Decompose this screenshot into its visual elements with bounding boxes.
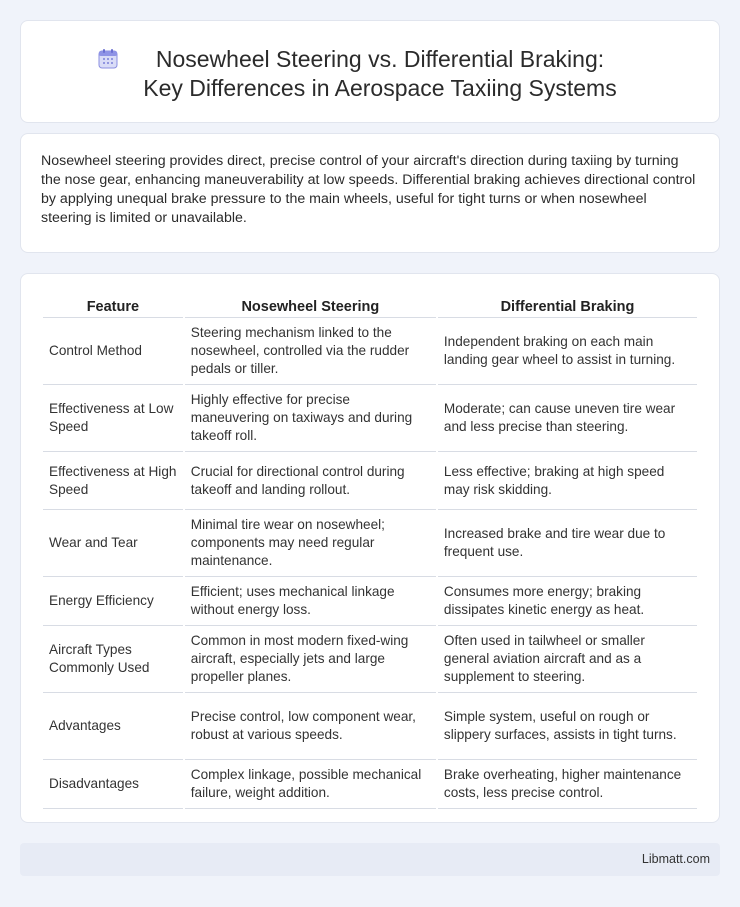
feature-cell: Disadvantages (43, 760, 183, 809)
intro-paragraph: Nosewheel steering provides direct, precise control of your aircraft's direction during taxiing by turning the nose gear, enhancing maneuverability at low speeds. Differential braking achieves directional control by applying unequal brake pressure to the main wheels, useful for tight turns or when nosewheel steering is limited or unavailable. (41, 153, 696, 226)
nosewheel-cell: Crucial for directional control during takeoff and landing rollout. (185, 452, 436, 510)
feature-cell: Effectiveness at Low Speed (43, 385, 183, 452)
comparison-card (20, 273, 720, 823)
table-row (43, 760, 697, 809)
differential-cell: Independent braking on each main landing gear wheel to assist in turning. (438, 318, 697, 385)
feature-cell: Control Method (43, 318, 183, 385)
nosewheel-cell: Complex linkage, possible mechanical failure, weight addition. (185, 760, 436, 809)
header-differential-braking: Differential Braking (438, 294, 697, 318)
feature-cell: Effectiveness at High Speed (43, 452, 183, 510)
table-row (43, 626, 697, 693)
differential-cell: Consumes more energy; braking dissipates kinetic energy as heat. (438, 577, 697, 626)
header-nosewheel-steering: Nosewheel Steering (185, 294, 436, 318)
table-row (43, 577, 697, 626)
nosewheel-cell: Minimal tire wear on nosewheel; components may need regular maintenance. (185, 510, 436, 577)
feature-cell: Energy Efficiency (43, 577, 183, 626)
feature-cell: Aircraft Types Commonly Used (43, 626, 183, 693)
nosewheel-cell: Common in most modern fixed-wing aircraft, especially jets and large propeller planes. (185, 626, 436, 693)
nosewheel-cell: Efficient; uses mechanical linkage without energy loss. (185, 577, 436, 626)
footer-brand-link[interactable]: Libmatt.com (641, 852, 710, 866)
comparison-table (41, 294, 699, 809)
table-row (43, 693, 697, 760)
table-row (43, 452, 697, 510)
nosewheel-cell: Highly effective for precise maneuvering on taxiways and during takeoff roll. (185, 385, 436, 452)
page-title: Nosewheel Steering vs. Differential Braking: Key Differences in Aerospace Taxiing Systems (143, 46, 617, 101)
footer (20, 843, 720, 876)
feature-cell: Wear and Tear (43, 510, 183, 577)
differential-cell: Often used in tailwheel or smaller general aviation aircraft and as a supplement to steering. (438, 626, 697, 693)
feature-cell: Advantages (43, 693, 183, 760)
table-row (43, 510, 697, 577)
differential-cell: Brake overheating, higher maintenance costs, less precise control. (438, 760, 697, 809)
header-feature: Feature (43, 294, 183, 318)
differential-cell: Simple system, useful on rough or slippery surfaces, assists in tight turns. (438, 693, 697, 760)
table-row (43, 318, 697, 385)
table-header-row (43, 294, 697, 318)
intro-card (20, 133, 720, 253)
nosewheel-cell: Steering mechanism linked to the nosewheel, controlled via the rudder pedals or tiller. (185, 318, 436, 385)
table-row (43, 385, 697, 452)
nosewheel-cell: Precise control, low component wear, robust at various speeds. (185, 693, 436, 760)
differential-cell: Increased brake and tire wear due to frequent use. (438, 510, 697, 577)
differential-cell: Less effective; braking at high speed may risk skidding. (438, 452, 697, 510)
differential-cell: Moderate; can cause uneven tire wear and less precise than steering. (438, 385, 697, 452)
title-card (20, 20, 720, 123)
